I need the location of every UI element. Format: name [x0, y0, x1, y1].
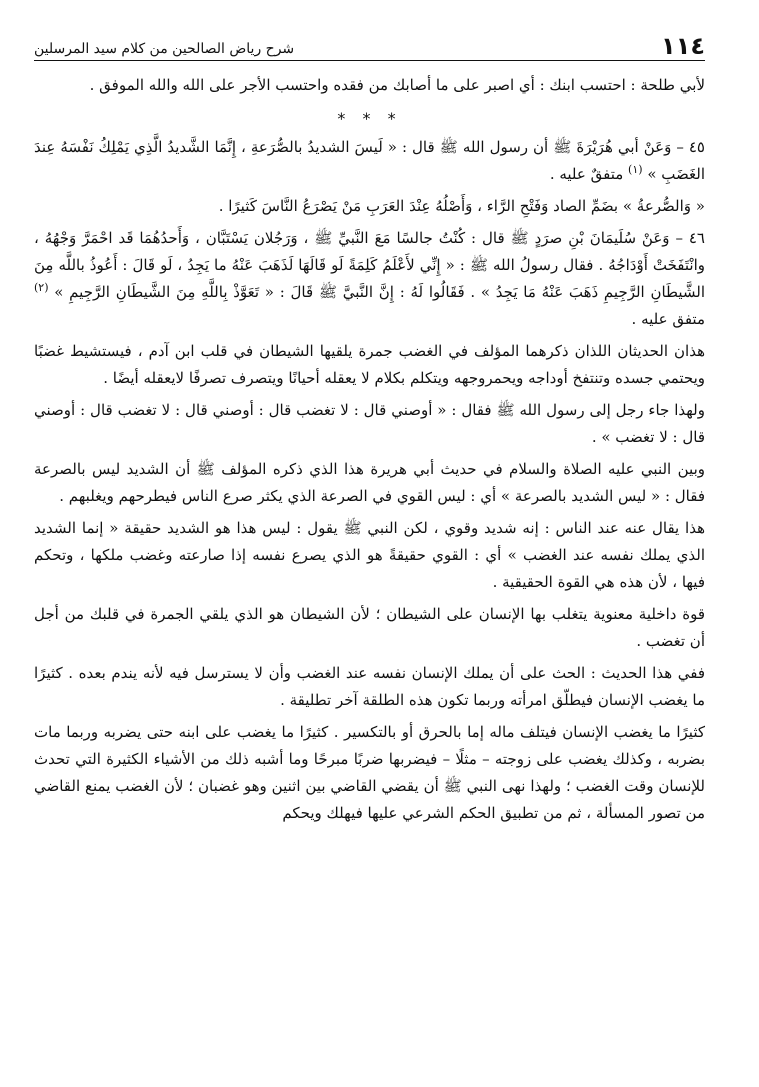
paragraph-7: ففي هذا الحديث : الحث على أن يملك الإنسان نفسه عند الغضب وأن لا يسترسل فيه لأنه يندم بعده . كثيرًا ما يغضب الإنسان فيطلّق امرأته وربما تكون هذه الطلقة آخر تطليقة .	[34, 664, 705, 709]
book-title: شرح رياض الصالحين من كلام سيد المرسلين	[34, 41, 295, 57]
hadith-45	[34, 134, 705, 188]
hadith-46	[34, 225, 705, 333]
paragraph-2: هذان الحديثان اللذان ذكرهما المؤلف في الغضب جمرة يلقيها الشيطان في قلب ابن آدم ، فيستشيط غضبًا ويحتمي جسده وتنتفخ أوداجه ويحمروجهه ويتكلم بكلام لا يعقله أحيانًا ويتصرف تصرفًا لايعقله أيضًا .	[34, 342, 705, 387]
hadith-46-text: ٤٦ – وَعَنْ سُلَيمَانَ بْنِ صرَدٍ ﷺ قال : كُنْتُ جالسًا مَعَ النَّبيِّ ﷺ ، وَرَجُلان يَسْتَبَّان ، وَأَحدُهُمَا قَد احْمَرَّ وَجْهُهُ ، وانْتَفَخَتْ أَوْدَاجُهُ . فقال رسولُ الله ﷺ : « إِنِّي لأَعْلَمُ كَلِمَةً لَو قَالَهَا لَذَهَبَ عَنْهُ ما يَجِدُ ، لَو قَالَ : أَعُوذُ باللَّه مِنَ الشَّيطَانِ الرَّجِيمِ ذَهَبَ عَنْهُ مَا يَجِدُ » . فَقَالُوا لَهُ : إِنَّ النَّبيَّ ﷺ قَالَ : « تَعَوَّذْ بِاللَّهِ مِنَ الشَّيطَانِ الرَّجِيمِ »	[34, 229, 705, 301]
paragraph-8: كثيرًا ما يغضب الإنسان فيتلف ماله إما بالحرق أو بالتكسير . كثيرًا ما يغضب على ابنه حتى يضربه وربما مات بضربه ، وكذلك يغضب على زوجته – مثلًا – فيضربها ضربًا مبرحًا وما أشبه ذلك من الأشياء الكثيرة التي تحدث للإنسان وقت الغضب ؛ ولهذا نهى النبي ﷺ أن يقضي القاضي بين اثنين وهو غضبان ؛ لأن الغضب يمنع القاضي من تصور المسألة ، ثم من تطبيق الحكم الشرعي عليها فيهلك ويحكم	[34, 723, 705, 822]
paragraph-6: قوة داخلية معنوية يتغلب بها الإنسان على الشيطان ؛ لأن الشيطان هو الذي يلقي الجمرة في قلبك من أجل أن تغضب .	[34, 605, 705, 650]
page-body	[34, 72, 705, 832]
hadith-45-text: ٤٥ – وَعَنْ أبي هُرَيْرَةَ ﷺ أن رسول الله ﷺ قال : « لَيسَ الشديدُ بالصُّرَعةِ ، إِنَّمَا الشَّديدُ الَّذِي يَمْلِكُ نَفْسَهُ عِندَ الغَضَبِ »	[34, 138, 705, 183]
footnote-ref-2: (٢)	[34, 281, 49, 294]
paragraph-4: وبين النبي عليه الصلاة والسلام في حديث أبي هريرة هذا الذي ذكره المؤلف ﷺ أن الشديد ليس بالصرعة فقال : « ليس الشديد بالصرعة » أي : ليس القوي في الصرعة الذي يكثر صرع الناس فيطرحهم ويغلبهم .	[34, 460, 705, 505]
section-separator: * * *	[337, 109, 402, 128]
page-number: ١١٤	[661, 32, 705, 60]
hadith-45-source: متفقٌ عليه .	[549, 165, 624, 183]
hadith-45-note: « وَالصُّرعةُ » بضَمِّ الصاد وَفَتْحِ الرَّاء ، وَأَصْلُهُ عِنْدَ العَرَبِ مَنْ يَصْرَعُ النَّاسَ كَثيرًا .	[218, 197, 705, 215]
paragraph-3: ولهذا جاء رجل إلى رسول الله ﷺ فقال : « أوصني قال : لا تغضب قال : أوصني قال : لا تغضب قال : أوصني قال : لا تغضب » .	[34, 401, 705, 446]
hadith-46-source: متفق عليه .	[631, 310, 705, 328]
page-header	[34, 30, 705, 61]
paragraph-5: هذا يقال عنه عند الناس : إنه شديد وقوي ، لكن النبي ﷺ يقول : ليس هذا هو الشديد حقيقة « إنما الشديد الذي يملك نفسه عند الغضب » أي : القوي حقيقةً هو الذي يصرع نفسه إذا صارعته وغضب ملكها ، وتحكم فيها ، لأن هذه هي القوة الحقيقية .	[34, 519, 705, 591]
paragraph-1: لأبي طلحة : احتسب ابنك : أي اصبر على ما أصابك من فقده واحتسب الأجر على الله والله الموفق .	[89, 76, 705, 94]
footnote-ref-1: (١)	[628, 163, 643, 176]
